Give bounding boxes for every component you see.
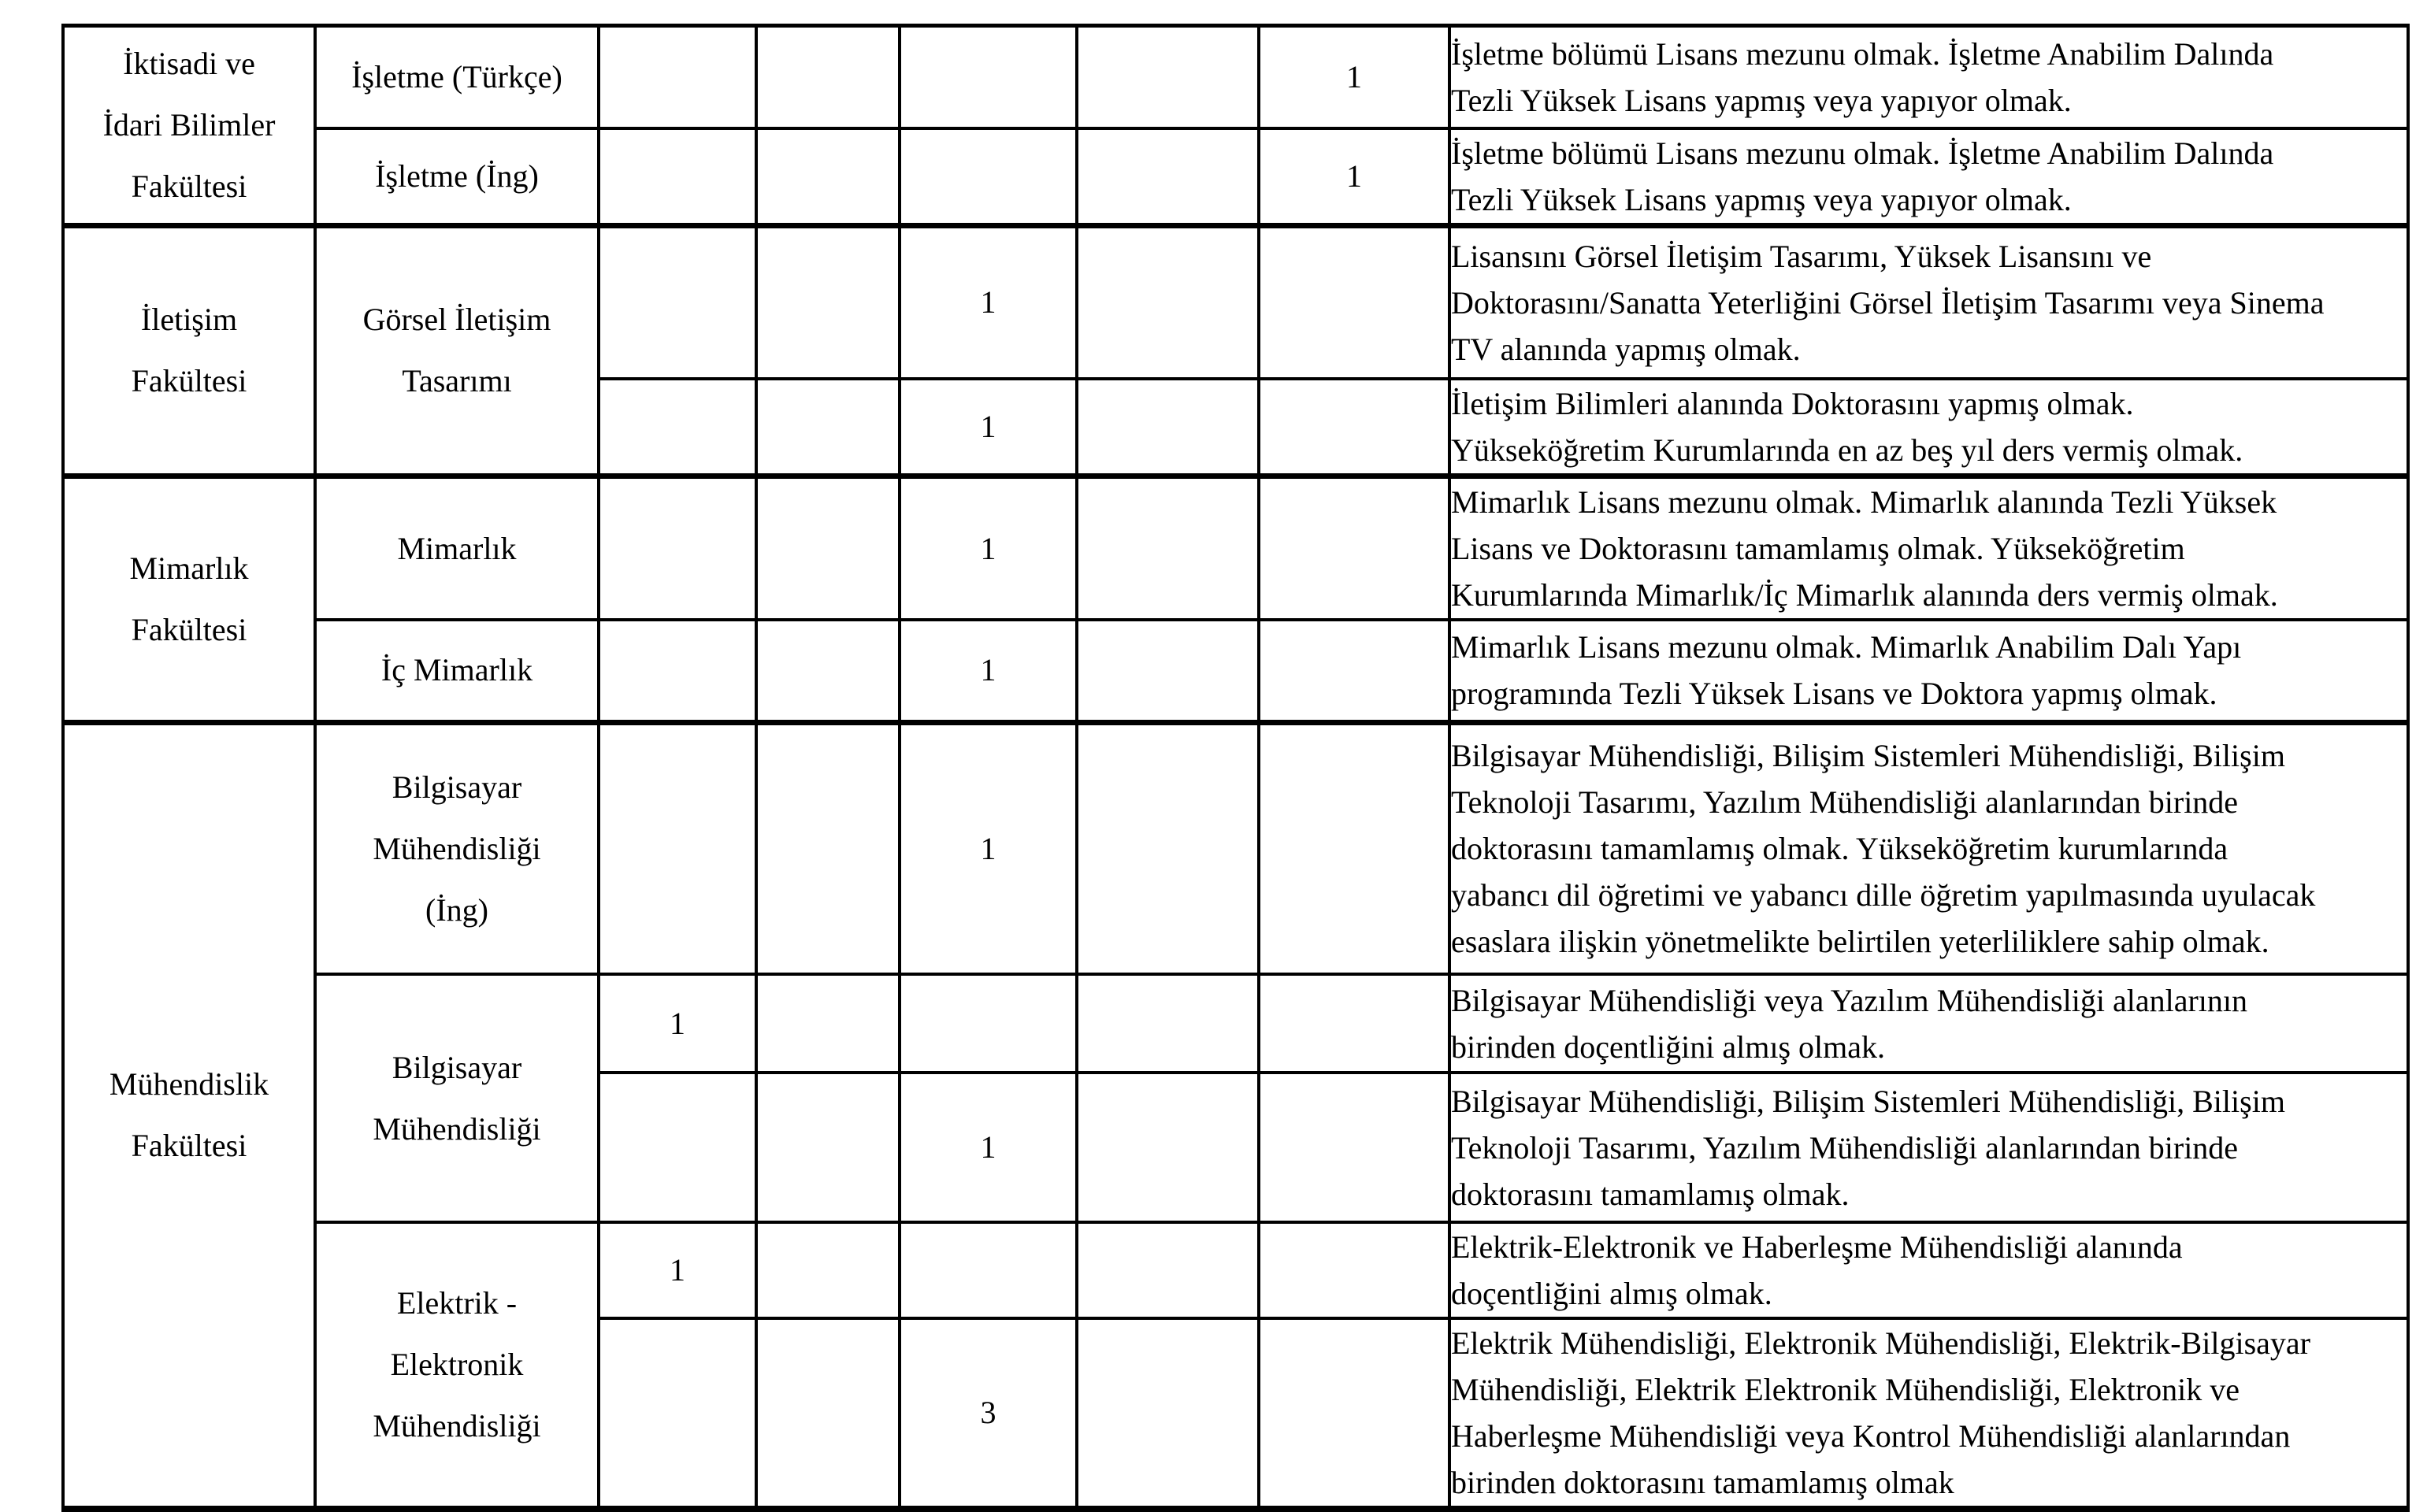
position-count-cell <box>1077 1318 1259 1510</box>
requirement-line: Mimarlık Lisans mezunu olmak. Mimarlık Anabilim Dalı Yapı <box>1451 629 2242 665</box>
faculty-name-line: Fakültesi <box>131 363 247 399</box>
requirement-line: İşletme bölümü Lisans mezunu olmak. İşletme Anabilim Dalında <box>1451 135 2274 171</box>
faculty-name-line: İletişim <box>140 302 238 338</box>
requirement-line: İşletme bölümü Lisans mezunu olmak. İşletme Anabilim Dalında <box>1451 35 2274 72</box>
requirement-cell <box>1449 1318 2408 1510</box>
department-cell <box>315 620 599 722</box>
department-name-line: Mühendisliği <box>373 1110 541 1147</box>
position-count-cell <box>756 1318 900 1510</box>
position-count-cell <box>900 974 1077 1073</box>
department-name-line: Elektronik <box>390 1347 524 1382</box>
requirement-line: yabancı dil öğretimi ve yabancı dille öğretim yapılmasında uyulacak <box>1451 877 2316 914</box>
faculty-name-line: İdari Bilimler <box>102 106 276 143</box>
department-cell <box>315 1222 599 1510</box>
department-name-line: Görsel İletişim <box>362 302 551 338</box>
position-count-cell <box>599 476 756 621</box>
faculty-name-line: İktisadi ve <box>123 45 255 81</box>
department-name-line: Elektrik - <box>396 1285 518 1321</box>
requirement-line: Bilgisayar Mühendisliği, Bilişim Sistemleri Mühendisliği, Bilişim <box>1451 1083 2285 1119</box>
table-row <box>63 974 2408 1073</box>
requirement-line: birinden doktorasını tamamlamış olmak <box>1451 1465 1954 1500</box>
position-count-cell <box>756 620 900 722</box>
position-count-cell <box>756 379 900 476</box>
requirement-line: Doktorasını/Sanatta Yeterliğini Görsel İletişim Tasarımı veya Sinema <box>1451 284 2325 321</box>
table-row <box>63 26 2408 128</box>
department-name-line: İç Mimarlık <box>380 652 533 688</box>
requirement-cell <box>1449 225 2408 379</box>
position-count-cell <box>756 225 900 379</box>
requirement-line: Mimarlık Lisans mezunu olmak. Mimarlık alanında Tezli Yüksek <box>1451 484 2277 520</box>
position-count-cell: 1 <box>599 1222 756 1318</box>
position-count-cell <box>599 128 756 226</box>
requirement-cell <box>1449 1222 2408 1318</box>
requirement-line: Tezli Yüksek Lisans yapmış veya yapıyor olmak. <box>1451 181 2072 217</box>
requirement-line: esaslara ilişkin yönetmelikte belirtilen yeterliliklere sahip olmak. <box>1451 924 2269 960</box>
position-count-cell <box>756 476 900 621</box>
faculty-cell <box>63 722 315 1510</box>
position-count-cell <box>1077 1222 1259 1318</box>
requirement-cell <box>1449 974 2408 1073</box>
position-count-cell <box>599 1073 756 1222</box>
position-count-cell: 3 <box>900 1318 1077 1510</box>
position-count-cell: 1 <box>599 974 756 1073</box>
position-count-cell: 1 <box>1259 26 1449 128</box>
table-row <box>63 225 2408 379</box>
requirement-line: Bilgisayar Mühendisliği veya Yazılım Mühendisliği alanlarının <box>1451 982 2247 1018</box>
requirement-cell <box>1449 620 2408 722</box>
position-count-cell <box>900 1222 1077 1318</box>
table-body <box>63 26 2408 1511</box>
position-count-cell <box>1077 128 1259 226</box>
requirement-cell <box>1449 476 2408 621</box>
requirement-line: Elektrik Mühendisliği, Elektronik Mühendisliği, Elektrik-Bilgisayar <box>1451 1325 2310 1361</box>
position-count-cell <box>1077 476 1259 621</box>
faculty-cell <box>63 225 315 476</box>
requirement-line: Haberleşme Mühendisliği veya Kontrol Mühendisliği alanlarından <box>1451 1418 2291 1454</box>
department-name-line: İşletme (Türkçe) <box>351 58 562 94</box>
department-name-line: Tasarımı <box>402 363 512 399</box>
department-name-line: (İng) <box>425 891 488 928</box>
position-count-cell: 1 <box>900 1073 1077 1222</box>
department-cell <box>315 128 599 226</box>
position-count-cell: 1 <box>900 379 1077 476</box>
position-count-cell <box>1259 476 1449 621</box>
requirement-line: Yükseköğretim Kurumlarında en az beş yıl ders vermiş olmak. <box>1451 432 2243 468</box>
table-row <box>63 1222 2408 1318</box>
position-count-cell: 1 <box>900 225 1077 379</box>
position-count-cell <box>1259 722 1449 974</box>
requirement-line: Teknoloji Tasarımı, Yazılım Mühendisliği alanlarından birinde <box>1451 784 2239 821</box>
faculty-cell <box>63 26 315 226</box>
requirement-line: programında Tezli Yüksek Lisans ve Doktora yapmış olmak. <box>1451 676 2217 712</box>
position-count-cell <box>1077 620 1259 722</box>
position-count-cell: 1 <box>900 722 1077 974</box>
department-name-line: Bilgisayar <box>392 769 522 805</box>
position-count-cell <box>1259 1318 1449 1510</box>
requirement-cell <box>1449 1073 2408 1222</box>
department-name-line: Bilgisayar <box>392 1049 522 1085</box>
department-name-line: İşletme (İng) <box>375 158 539 194</box>
position-count-cell: 1 <box>900 620 1077 722</box>
department-cell <box>315 225 599 476</box>
requirement-line: TV alanında yapmış olmak. <box>1451 331 1801 367</box>
position-count-cell <box>1077 379 1259 476</box>
department-name-line: Mühendisliği <box>373 830 541 866</box>
position-count-cell <box>599 225 756 379</box>
requirement-line: Mühendisliği, Elektrik Elektronik Mühendisliği, Elektronik ve <box>1451 1372 2240 1407</box>
position-count-cell <box>1259 1222 1449 1318</box>
faculty-name-line: Fakültesi <box>131 168 247 204</box>
position-count-cell <box>756 722 900 974</box>
requirement-line: doktorasını tamamlamış olmak. <box>1451 1176 1850 1212</box>
position-count-cell <box>599 379 756 476</box>
position-count-cell <box>756 1073 900 1222</box>
requirement-cell <box>1449 128 2408 226</box>
requirement-line: doktorasını tamamlamış olmak. Yükseköğretim kurumlarında <box>1451 831 2228 867</box>
position-count-cell <box>1077 26 1259 128</box>
requirement-cell <box>1449 26 2408 128</box>
requirement-cell <box>1449 722 2408 974</box>
position-count-cell <box>1077 974 1259 1073</box>
requirement-line: Elektrik-Elektronik ve Haberleşme Mühendisliği alanında <box>1451 1229 2183 1265</box>
position-count-cell <box>599 620 756 722</box>
faculty-name-line: Fakültesi <box>131 611 247 647</box>
requirement-line: birinden doçentliğini almış olmak. <box>1451 1028 1886 1065</box>
requirement-line: Kurumlarında Mimarlık/İç Mimarlık alanında ders vermiş olmak. <box>1451 577 2278 613</box>
requirement-line: Bilgisayar Mühendisliği, Bilişim Sistemleri Mühendisliği, Bilişim <box>1451 738 2285 774</box>
requirement-line: Lisansını Görsel İletişim Tasarımı, Yüksek Lisansını ve <box>1451 238 2152 274</box>
table-row <box>63 620 2408 722</box>
requirement-line: Teknoloji Tasarımı, Yazılım Mühendisliği alanlarından birinde <box>1451 1129 2239 1166</box>
position-count-cell <box>1259 225 1449 379</box>
position-count-cell <box>1259 974 1449 1073</box>
position-count-cell <box>599 26 756 128</box>
department-cell <box>315 26 599 128</box>
position-count-cell <box>1259 620 1449 722</box>
position-count-cell: 1 <box>1259 128 1449 226</box>
requirement-cell <box>1449 379 2408 476</box>
faculty-name-line: Mühendislik <box>109 1066 269 1102</box>
table-row <box>63 128 2408 226</box>
requirement-line: İletişim Bilimleri alanında Doktorasını yapmış olmak. <box>1451 386 2134 421</box>
department-cell <box>315 476 599 621</box>
position-count-cell <box>756 974 900 1073</box>
position-count-cell <box>1077 1073 1259 1222</box>
requirement-line: doçentliğini almış olmak. <box>1451 1276 1772 1311</box>
position-count-cell <box>1077 722 1259 974</box>
position-count-cell <box>756 26 900 128</box>
position-count-cell <box>756 128 900 226</box>
table-row <box>63 476 2408 621</box>
position-count-cell <box>900 128 1077 226</box>
department-name-line: Mühendisliği <box>373 1408 541 1443</box>
department-name-line: Mimarlık <box>397 530 517 566</box>
department-cell <box>315 722 599 974</box>
faculty-name-line: Mimarlık <box>129 550 249 586</box>
position-count-cell <box>900 26 1077 128</box>
table-row <box>63 722 2408 974</box>
department-cell <box>315 974 599 1222</box>
position-count-cell <box>1259 1073 1449 1222</box>
position-count-cell <box>599 1318 756 1510</box>
position-count-cell <box>1259 379 1449 476</box>
position-count-cell <box>756 1222 900 1318</box>
faculty-name-line: Fakültesi <box>131 1128 247 1164</box>
requirement-line: Tezli Yüksek Lisans yapmış veya yapıyor olmak. <box>1451 82 2072 118</box>
position-count-cell <box>599 722 756 974</box>
position-count-cell <box>1077 225 1259 379</box>
position-count-cell: 1 <box>900 476 1077 621</box>
requirement-line: Lisans ve Doktorasını tamamlamış olmak. Yükseköğretim <box>1451 531 2185 566</box>
faculty-cell <box>63 476 315 723</box>
announcement-table <box>61 24 2410 1512</box>
